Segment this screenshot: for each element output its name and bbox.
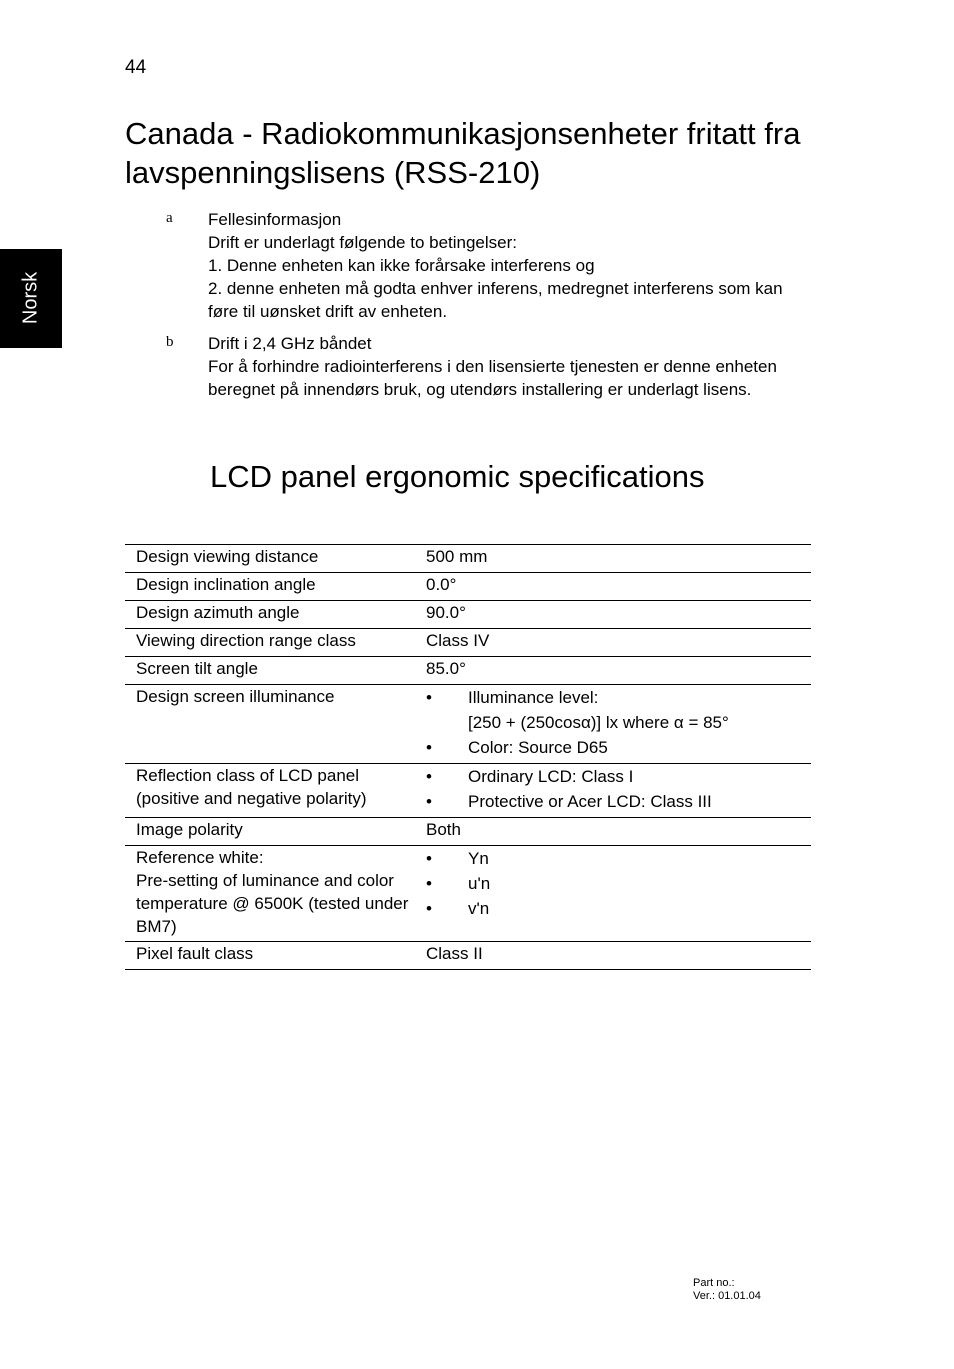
list-marker: b [166, 334, 174, 350]
row-label: Screen tilt angle [125, 657, 426, 685]
row-label: Design screen illuminance [125, 685, 426, 764]
row-value-list [426, 846, 811, 942]
table-row [125, 629, 811, 657]
table-row [125, 818, 811, 846]
table-row [125, 545, 811, 573]
footer-part-info [693, 1277, 761, 1303]
bullet-item [426, 789, 811, 814]
bullet-dot: • [426, 849, 432, 868]
table-row [125, 601, 811, 629]
bullet-item [426, 896, 811, 921]
table-row [125, 685, 811, 764]
list-item-line: Drift i 2,4 GHz båndet [208, 334, 372, 353]
bullet-text: u'n [468, 874, 491, 893]
row-value: 85.0° [426, 657, 811, 685]
list-item-line: 1. Denne enheten kan ikke forårsake interferens og [208, 256, 595, 275]
section-heading-canada: Canada - Radiokommunikasjonsenheter fritatt fra lavspenningslisens (RSS-210) [125, 116, 801, 190]
language-side-tab [0, 249, 62, 348]
row-value: Both [426, 818, 811, 846]
table-row [125, 573, 811, 601]
table-row [125, 764, 811, 818]
row-value: 90.0° [426, 601, 811, 629]
lcd-specs-table [125, 544, 811, 970]
row-value: Class IV [426, 629, 811, 657]
bullet-item [426, 735, 811, 760]
bullet-dot: • [426, 874, 432, 893]
list-marker: a [166, 210, 173, 226]
section-heading-lcd: LCD panel ergonomic specifications [210, 459, 705, 494]
table-row [125, 657, 811, 685]
list-item-line: Fellesinformasjon [208, 210, 342, 229]
part-number-label: Part no.: [693, 1277, 735, 1289]
row-label: Design azimuth angle [125, 601, 426, 629]
bullet-dot: • [426, 688, 432, 707]
list-item-a [166, 208, 806, 323]
bullet-dot: • [426, 792, 432, 811]
side-tab-label: Norsk [19, 271, 42, 325]
list-item-line: Drift er underlagt følgende to betingelser: [208, 233, 518, 252]
list-item-line: For å forhindre radiointerferens i den lisensierte tjenesten er denne enheten beregnet på innendørs bruk, og utendørs installering er underlagt lisens. [208, 357, 777, 399]
row-value: Class II [426, 942, 811, 970]
bullet-dot: • [426, 738, 432, 757]
bullet-item [426, 846, 811, 871]
list-item-line: 2. denne enheten må godta enhver inferens, medregnet interferens som kan føre til uønsket drift av enheten. [208, 279, 783, 321]
bullet-text: Yn [468, 849, 489, 868]
row-label: Design viewing distance [125, 545, 426, 573]
row-label: Reference white: [136, 848, 264, 867]
row-value-list [426, 685, 811, 764]
row-label: Reflection class of LCD panel (positive and negative polarity) [125, 764, 426, 818]
bullet-continuation: [250 + (250cosα)] lx where α = 85° [468, 713, 729, 732]
bullet-dot: • [426, 767, 432, 786]
bullet-text: Protective or Acer LCD: Class III [468, 792, 712, 811]
bullet-text: Illuminance level: [468, 688, 599, 707]
list-item-b [166, 332, 806, 401]
row-label-detail: Pre-setting of luminance and color temperature @ 6500K (tested under BM7) [136, 871, 409, 936]
page-number: 44 [125, 57, 147, 78]
row-value: 500 mm [426, 545, 811, 573]
row-label-multi [125, 846, 426, 942]
bullet-text: v'n [468, 899, 490, 918]
table-row [125, 846, 811, 942]
bullet-dot: • [426, 899, 432, 918]
row-label: Pixel fault class [125, 942, 426, 970]
row-value: 0.0° [426, 573, 811, 601]
bullet-text: Color: Source D65 [468, 738, 608, 757]
bullet-text: Ordinary LCD: Class I [468, 767, 634, 786]
bullet-item [426, 685, 811, 710]
version-label: Ver.: 01.01.04 [693, 1290, 761, 1302]
row-label: Viewing direction range class [125, 629, 426, 657]
table-row [125, 942, 811, 970]
bullet-item [426, 871, 811, 896]
bullet-item [426, 764, 811, 789]
row-value-list [426, 764, 811, 818]
row-label: Image polarity [125, 818, 426, 846]
row-label: Design inclination angle [125, 573, 426, 601]
